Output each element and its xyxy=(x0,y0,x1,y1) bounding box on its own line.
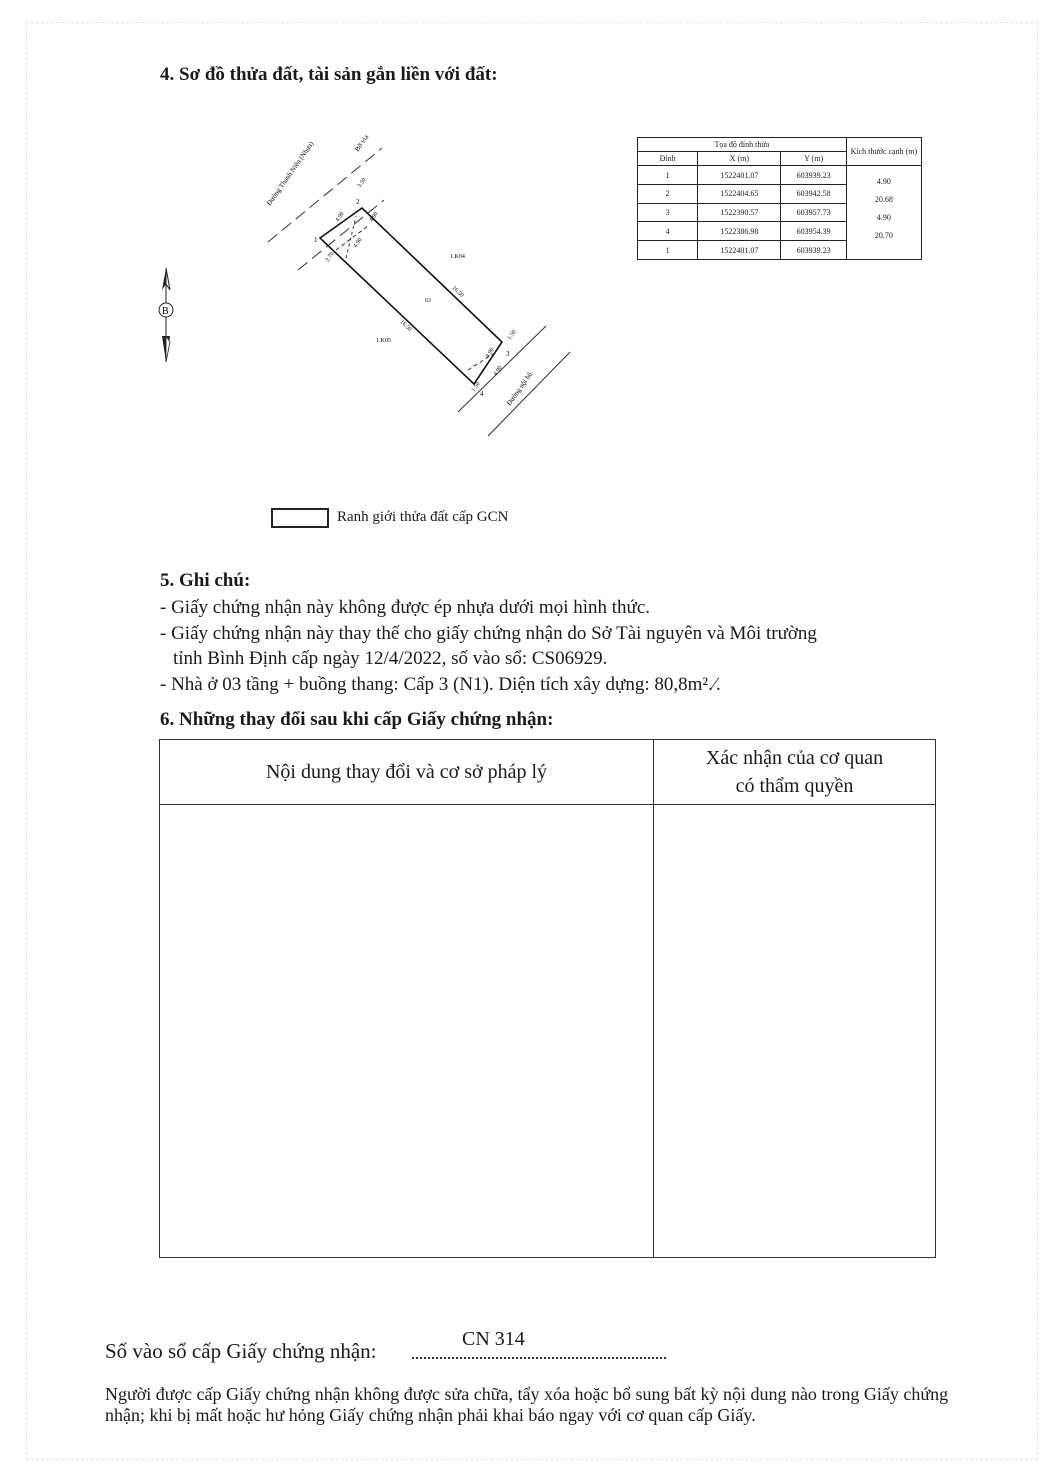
road-bottom-label: Đường nội bộ xyxy=(505,370,535,408)
note-line-1: - Giấy chứng nhận này không được ép nhựa dưới mọi hình thức. xyxy=(160,597,651,618)
sidewalk-label: Bờ vỉa xyxy=(353,133,371,154)
road-top-line-2 xyxy=(298,200,384,270)
cell-x: 1522401.07 xyxy=(698,241,781,260)
corner-label: 2 xyxy=(356,198,360,206)
section-6-title: 6. Những thay đổi sau khi cấp Giấy chứng nhận: xyxy=(160,709,554,730)
col-header-approval xyxy=(654,740,936,805)
north-label: B xyxy=(162,306,169,317)
note-line-2b: tỉnh Bình Định cấp ngày 12/4/2022, số vào sổ: CS06929. xyxy=(173,648,608,669)
cell-vertex: 1 xyxy=(638,166,698,185)
registry-label: Số vào sổ cấp Giấy chứng nhận: xyxy=(105,1339,377,1363)
edge-label: 4.90 xyxy=(352,237,364,250)
dims-header: Kích thước cạnh (m) xyxy=(846,138,921,166)
cell-vertex: 1 xyxy=(638,241,698,260)
footer-warning: Người được cấp Giấy chứng nhận không được sửa chữa, tẩy xóa hoặc bổ sung bất kỳ nội dung nào trong Giấy chứng nhận; khi bị mất hoặc hư hỏng Giấy chứng nhận phải khai báo ngay với cơ quan cấp Giấy. xyxy=(105,1384,949,1425)
col-header-approval-line1: Xác nhận của cơ quan xyxy=(705,747,884,769)
neighbor-bottom-label: 1.K05 xyxy=(376,338,391,344)
corner-label: 3 xyxy=(506,350,510,358)
cell-x: 1522404.65 xyxy=(698,184,781,203)
cell-y: 603939.23 xyxy=(781,241,846,260)
note-line-3: - Nhà ở 03 tầng + buồng thang: Cấp 3 (N1). Diện tích xây dựng: 80,8m².⁄. xyxy=(160,674,721,695)
edge-label: 2.70 xyxy=(324,251,336,264)
registry-dotted-line xyxy=(412,1357,666,1359)
col-x: X (m) xyxy=(698,152,781,166)
cell-y: 603954.39 xyxy=(781,222,846,241)
cell-vertex: 3 xyxy=(638,203,698,222)
edge-label: 16.50 xyxy=(398,319,413,333)
dims-cell xyxy=(846,166,921,260)
parcel-boundary xyxy=(320,208,502,384)
corner-label: 4 xyxy=(480,390,484,398)
edge-label: 3.50 xyxy=(356,177,368,190)
cell-vertex: 2 xyxy=(638,184,698,203)
cell-y: 603957.73 xyxy=(781,203,846,222)
table-row xyxy=(638,166,922,185)
parcel-diagram xyxy=(150,130,590,450)
changes-table xyxy=(159,739,936,1258)
coordinate-table xyxy=(637,137,922,260)
legend-label: Ranh giới thửa đất cấp GCN xyxy=(337,509,509,525)
corner-label: 1 xyxy=(314,236,318,244)
cell-y: 603942.58 xyxy=(781,184,846,203)
edge-label: 1.50 xyxy=(470,381,482,394)
edge-label: 4.90 xyxy=(492,365,504,378)
cell-x: 1522401.07 xyxy=(698,166,781,185)
section-4-title: 4. Sơ đồ thửa đất, tài sản gắn liền với đất: xyxy=(160,64,498,85)
cell-x: 1522386.98 xyxy=(698,222,781,241)
parcel-number: 63 xyxy=(425,298,431,304)
col-header-changes: Nội dung thay đổi và cơ sở pháp lý xyxy=(160,740,654,805)
cell-vertex: 4 xyxy=(638,222,698,241)
dim-value: 4.90 xyxy=(876,213,891,223)
col-vertex: Đỉnh xyxy=(638,152,698,166)
road-top-label: Đường Thanh Niên (Nhựa) xyxy=(265,140,316,208)
dim-value: 20.68 xyxy=(874,195,893,205)
legend-swatch xyxy=(271,508,329,528)
dim-value: 20.70 xyxy=(874,231,893,241)
coord-header: Tọa độ đỉnh thửa xyxy=(638,138,847,152)
registry-number: CN 314 xyxy=(462,1328,525,1350)
edge-label: 4.90 xyxy=(334,211,346,224)
dim-value: 4.90 xyxy=(876,177,891,187)
edge-label: 4.90 xyxy=(368,211,380,224)
col-header-approval-line2: có thẩm quyền xyxy=(735,775,854,797)
col-y: Y (m) xyxy=(781,152,846,166)
cell-x: 1522390.57 xyxy=(698,203,781,222)
note-line-2a: - Giấy chứng nhận này thay thế cho giấy chứng nhận do Sở Tài nguyên và Môi trường xyxy=(160,623,817,644)
neighbor-top-label: 1.K04 xyxy=(450,254,465,260)
inner-line-side xyxy=(346,216,356,258)
edge-label: 16.50 xyxy=(450,285,465,299)
edge-label: 1.50 xyxy=(506,329,518,342)
edge-label: 4.90 xyxy=(484,347,496,360)
road-bottom-line-2 xyxy=(488,352,570,436)
changes-cell[interactable] xyxy=(160,805,654,1258)
approval-cell[interactable] xyxy=(654,805,936,1258)
section-5-title: 5. Ghi chú: xyxy=(160,570,251,591)
cell-y: 603939.23 xyxy=(781,166,846,185)
north-arrow-icon xyxy=(159,268,173,362)
